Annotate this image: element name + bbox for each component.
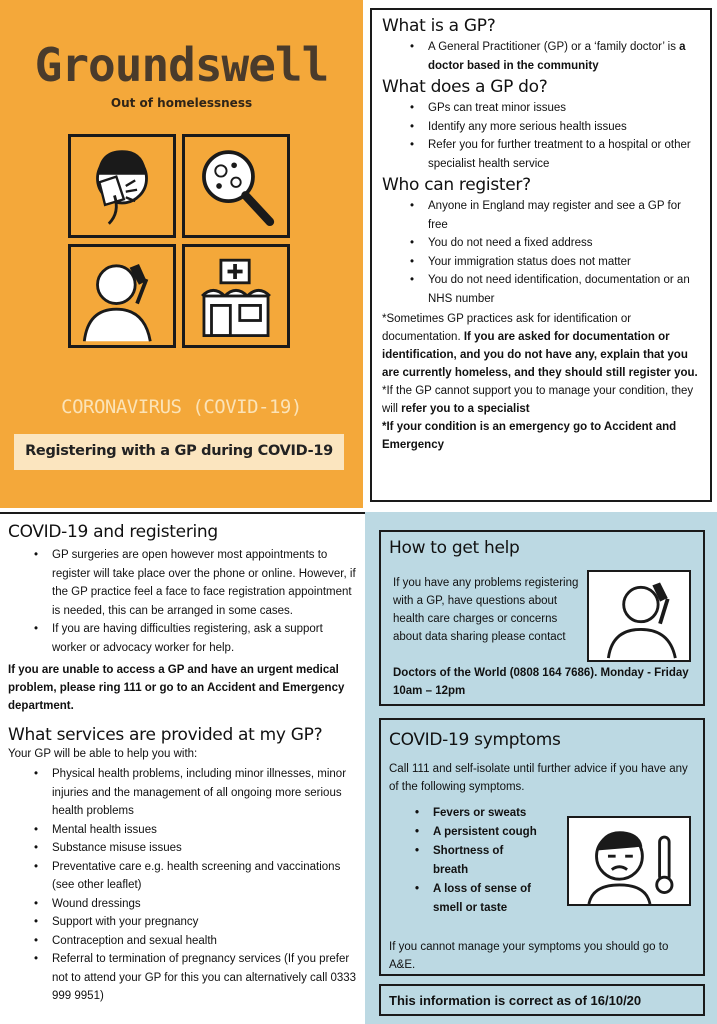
registering-panel <box>0 512 365 1024</box>
phone-call-icon <box>587 570 691 662</box>
list-item: • A loss of sense of smell or taste <box>433 880 539 918</box>
covid-registering-list <box>8 546 359 657</box>
help-text: If you have any problems registering with a GP, have questions about health care charges or concerns about data sharing please contact <box>393 577 579 643</box>
list-item: • A General Practitioner (GP) or a ‘family doctor’ is a doctor based in the community <box>428 38 702 75</box>
specialist-note: *If the GP cannot support you to manage your condition, they will refer you to a specialist <box>382 385 694 415</box>
list-item: • A persistent cough <box>433 823 539 842</box>
list-item: • If you are having difficulties registering, ask a support worker or advocacy worker for help. <box>52 620 359 657</box>
magnifier-virus-icon <box>182 134 290 238</box>
list-item: • Referral to termination of pregnancy services (If you prefer not to attend your GP for this you can alternatively call 0333 999 9951) <box>52 950 359 1006</box>
help-panel <box>365 512 717 1024</box>
documentation-note: *Sometimes GP practices ask for identification or documentation. If you are asked for documentation or identification, and you do not have any, explain that you are currently homeless, and they should still register you. <box>382 313 698 379</box>
services-list <box>8 765 359 1006</box>
cover-subtitle-box <box>14 434 344 470</box>
list-item: • Shortness of breath <box>433 842 539 880</box>
list-item: • GPs can treat minor issues <box>428 99 702 118</box>
covid-registering-heading: COVID-19 and registering <box>8 522 218 542</box>
covid-symptoms-box <box>379 718 705 976</box>
who-can-register-heading: Who can register? <box>382 175 531 195</box>
gp-info-box <box>370 8 712 502</box>
list-item: • You do not need a fixed address <box>428 234 702 253</box>
list-item: • Identify any more serious health issues <box>428 118 702 137</box>
list-item: • Physical health problems, including minor illnesses, minor injuries and the management of all ongoing more serious health problems <box>52 765 359 821</box>
symptoms-list <box>389 804 539 918</box>
symptoms-footer: If you cannot manage your symptoms you should go to A&E. <box>389 941 669 971</box>
services-intro: Your GP will be able to help you with: <box>8 748 198 760</box>
what-does-gp-do-heading: What does a GP do? <box>382 77 548 97</box>
list-item: • Contraception and sexual health <box>52 932 359 951</box>
list-item: • Mental health issues <box>52 821 359 840</box>
services-heading: What services are provided at my GP? <box>8 725 323 745</box>
list-item: • Fevers or sweats <box>433 804 539 823</box>
urgent-note: If you are unable to access a GP and have an urgent medical problem, please ring 111 or go to an Accident and Emergency department. <box>8 664 345 712</box>
list-item: • Support with your pregnancy <box>52 913 359 932</box>
list-item: • Refer you for further treatment to a hospital or other specialist health service <box>428 136 702 173</box>
symptoms-intro: Call 111 and self-isolate until further advice if you have any of the following symptoms. <box>389 763 688 793</box>
list-item: • Your immigration status does not matter <box>428 253 702 272</box>
logo-tagline: Out of homelessness <box>110 96 253 110</box>
what-is-gp-list <box>382 38 702 75</box>
cover-title: CORONAVIRUS (COVID-19) <box>61 396 302 418</box>
who-can-register-list <box>382 197 702 308</box>
phone-call-icon <box>68 244 176 348</box>
how-to-get-help-box <box>379 530 705 706</box>
list-item: • GP surgeries are open however most appointments to register will take place over the phone or online. However, if the GP practice feel a face to face registration appointment is needed, this can be arranged in some cases. <box>52 546 359 620</box>
cover-subtitle: Registering with a GP during COVID-19 <box>25 443 333 459</box>
list-item: • Preventative care e.g. health screening and vaccinations (see other leaflet) <box>52 858 359 895</box>
cover-panel <box>0 0 363 508</box>
sick-person-thermometer-icon <box>567 816 691 906</box>
what-does-gp-do-list <box>382 99 702 173</box>
emergency-note: *If your condition is an emergency go to Accident and Emergency <box>382 421 677 451</box>
help-contact: Doctors of the World (0808 164 7686). Monday - Friday 10am – 12pm <box>393 667 689 697</box>
groundswell-logo: Groundswell <box>34 38 329 92</box>
what-is-gp-heading: What is a GP? <box>382 16 496 36</box>
info-date-box <box>379 984 705 1016</box>
list-item: • Anyone in England may register and see a GP for free <box>428 197 702 234</box>
list-item: • You do not need identification, documentation or an NHS number <box>428 271 702 308</box>
covid-symptoms-heading: COVID-19 symptoms <box>389 730 561 750</box>
how-to-get-help-heading: How to get help <box>389 538 520 558</box>
list-item: • Wound dressings <box>52 895 359 914</box>
pharmacy-icon <box>182 244 290 348</box>
tissue-sneeze-icon <box>68 134 176 238</box>
list-item: • Substance misuse issues <box>52 839 359 858</box>
info-date-text: This information is correct as of 16/10/20 <box>389 993 642 1008</box>
